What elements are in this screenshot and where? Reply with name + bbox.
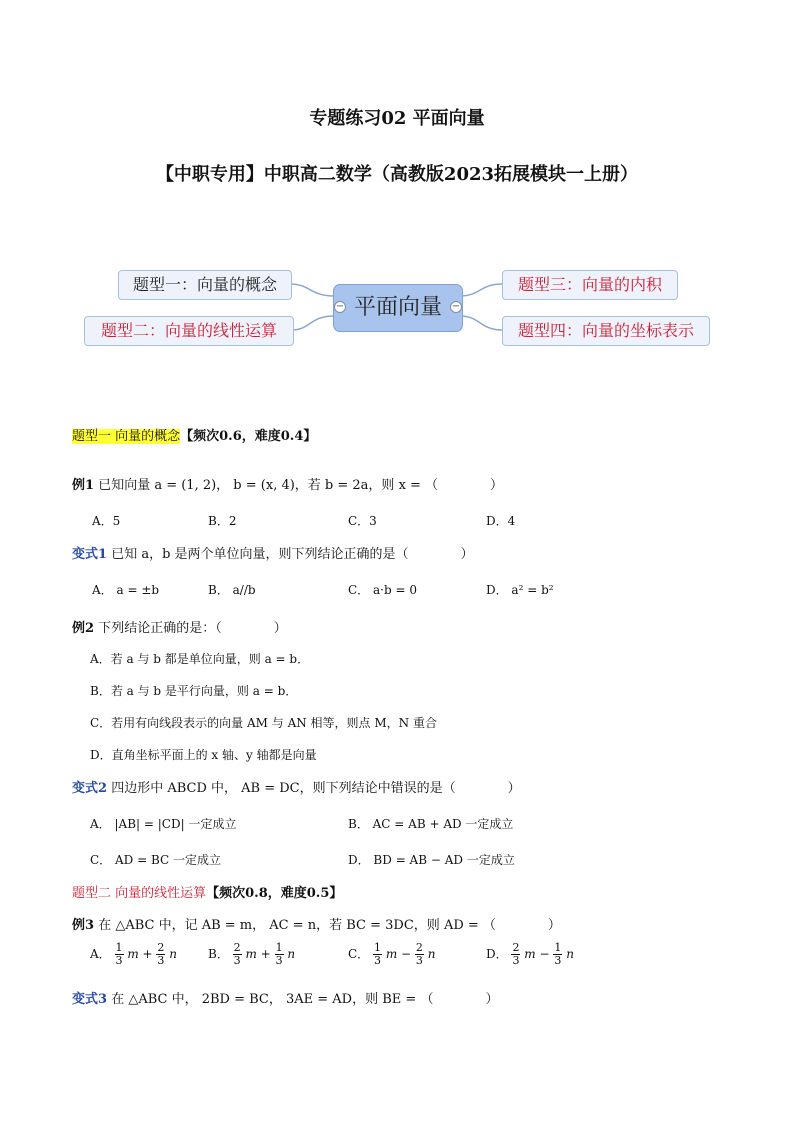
fraction: $\frac{2}{3}$ <box>415 941 423 967</box>
mindmap-center-node: 平面向量 <box>333 284 463 332</box>
example-3-option-a[interactable]: A． $\frac{1}{3}$ m + $\frac{2}{3}$ n <box>90 941 177 967</box>
section-1-name: 题型一 向量的概念 <box>72 429 181 444</box>
example-2 <box>72 617 287 636</box>
variant-2-text: 四边形中 ABCD 中， AB = DC，则下列结论中错误的是（ ） <box>111 781 521 796</box>
section-1-heading <box>72 425 316 444</box>
fraction: $\frac{1}{3}$ <box>374 941 382 967</box>
variant-1-option-c[interactable]: C． a·b = 0 <box>348 583 417 597</box>
page-subtitle: 【中职专用】中职高二数学（高教版2023拓展模块一上册） <box>155 164 639 185</box>
variant-2-option-b[interactable]: B． AC = AB + AD 一定成立 <box>348 817 514 831</box>
variant-3-label: 变式3 <box>72 992 108 1007</box>
example-1-option-b[interactable]: B．2 <box>208 514 237 528</box>
fraction: $\frac{2}{3}$ <box>512 941 520 967</box>
section-2-name: 题型二 向量的线性运算 <box>72 886 207 901</box>
mindmap-node-inner-product: 题型三：向量的内积 <box>502 270 678 300</box>
example-2-text: 下列结论正确的是：（ ） <box>98 621 287 636</box>
variant-2-option-d[interactable]: D． BD = AB − AD 一定成立 <box>348 853 515 867</box>
variant-1-option-d[interactable]: D． a² = b² <box>486 583 554 597</box>
variant-2 <box>72 777 521 796</box>
variant-1 <box>72 543 474 562</box>
mindmap-node-coordinates: 题型四：向量的坐标表示 <box>502 316 710 346</box>
collapse-right-icon[interactable]: − <box>451 301 461 312</box>
example-2-option-d[interactable]: D．直角坐标平面上的 x 轴、y 轴都是向量 <box>90 748 317 762</box>
fraction: $\frac{1}{3}$ <box>554 941 562 967</box>
example-1-option-c[interactable]: C．3 <box>348 514 377 528</box>
page-title: 专题练习02 平面向量 <box>309 108 485 129</box>
variant-3-text: 在 △ABC 中， 2BD = BC， 3AE = AD，则 BE = （ ） <box>111 992 499 1007</box>
variant-2-option-c[interactable]: C． AD = BC 一定成立 <box>90 853 222 867</box>
example-3-label: 例3 <box>72 918 95 933</box>
example-2-option-c[interactable]: C．若用有向线段表示的向量 AM 与 AN 相等，则点 M，N 重合 <box>90 716 437 730</box>
example-2-option-a[interactable]: A．若 a 与 b 都是单位向量，则 a = b． <box>90 652 310 666</box>
collapse-left-icon[interactable]: − <box>335 301 345 312</box>
variant-1-label: 变式1 <box>72 547 108 562</box>
example-1-option-d[interactable]: D．4 <box>486 514 516 528</box>
mindmap-node-concept: 题型一：向量的概念 <box>118 270 292 300</box>
section-2-meta: 【频次0.8，难度0.5】 <box>206 886 343 901</box>
example-1-option-a[interactable]: A．5 <box>92 514 121 528</box>
example-3-option-c[interactable]: C． $\frac{1}{3}$ m − $\frac{2}{3}$ n <box>348 941 436 967</box>
fraction: $\frac{1}{3}$ <box>275 941 283 967</box>
section-2-heading <box>72 882 342 901</box>
fraction: $\frac{1}{3}$ <box>115 941 123 967</box>
fraction: $\frac{2}{3}$ <box>233 941 241 967</box>
example-3-text: 在 △ABC 中，记 AB = m， AC = n，若 BC = 3DC，则 AD = （ ） <box>98 918 561 933</box>
example-3-option-b[interactable]: B． $\frac{2}{3}$ m + $\frac{1}{3}$ n <box>208 941 296 967</box>
variant-2-option-a[interactable]: A． |AB| = |CD| 一定成立 <box>90 817 237 831</box>
variant-1-option-a[interactable]: A． a = ±b <box>92 583 160 597</box>
mindmap-node-linear-ops: 题型二：向量的线性运算 <box>84 316 294 346</box>
variant-2-label: 变式2 <box>72 781 108 796</box>
variant-1-option-b[interactable]: B． a//b <box>208 583 256 597</box>
example-3 <box>72 914 561 933</box>
example-1-text: 已知向量 a = (1, 2)， b = (x, 4)，若 b = 2a，则 x = （ ） <box>98 478 504 493</box>
variant-1-text: 已知 a，b 是两个单位向量，则下列结论正确的是（ ） <box>111 547 474 562</box>
example-1 <box>72 474 503 493</box>
fraction: $\frac{2}{3}$ <box>157 941 165 967</box>
section-1-meta: 【频次0.6，难度0.4】 <box>180 429 317 444</box>
variant-3 <box>72 988 498 1007</box>
example-2-label: 例2 <box>72 621 95 636</box>
example-2-option-b[interactable]: B．若 a 与 b 是平行向量，则 a = b． <box>90 684 298 698</box>
example-3-option-d[interactable]: D． $\frac{2}{3}$ m − $\frac{1}{3}$ n <box>486 941 574 967</box>
example-1-label: 例1 <box>72 478 95 493</box>
